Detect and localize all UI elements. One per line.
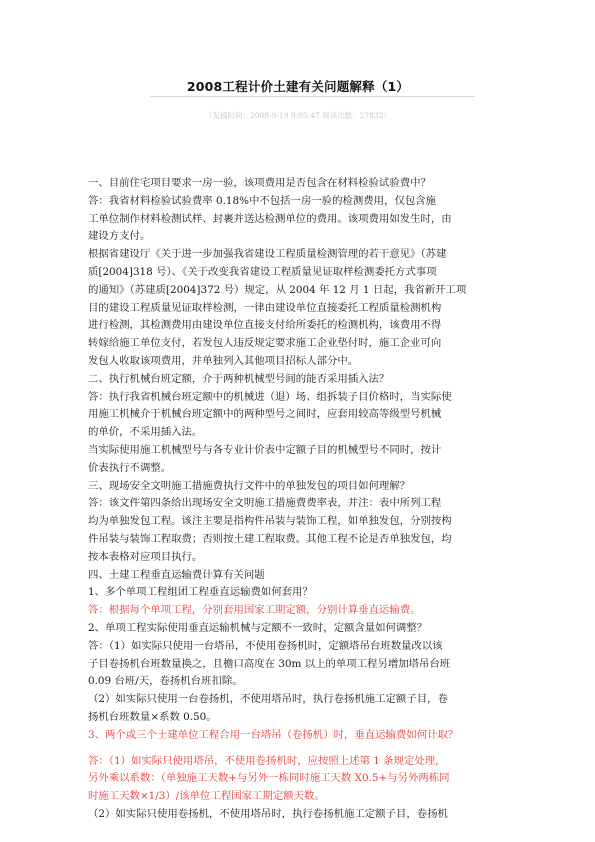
body-line: 进行检测，其检测费用由建设单位直接支付给所委托的检测机构，该费用不得 [88,319,442,332]
body-line: 答：（1）如实际只使用塔吊，不使用卷扬机时，应按照上述第 1 条规定处理， [88,754,446,767]
body-line: 答：根据每个单项工程，分别套用国家工期定额，分别计算垂直运输费。 [88,604,421,617]
body-line: 2、单项工程实际使用垂直运输机械与定额不一致时，定额含量如何调整？ [88,621,428,634]
body-line: 3、两个或三个土建单位工程合用一台塔吊（卷扬机）时，垂直运输费如何计取？ [88,728,459,741]
body-line: 四、土建工程垂直运输费计算有关问题 [88,568,265,581]
body-line: 答：我省材料检验试验费率 0.18%中不包括一房一验的检测费用，仅包含施 [88,194,437,207]
body-line: 质[2004]318 号）、《关于改变我省建设工程质量见证取样检测委托方式事项 [88,265,437,278]
body-line: 用施工机械介于机械台班定额中的两种型号之间时，应套用较高等级型号机械 [88,408,442,421]
body-line: 扬机台班数量×系数 0.50。 [88,710,217,723]
body-line: 均为单独发包工程。该注主要是指构件吊装与装饰工程，如单独发包，分别按构 [88,515,452,528]
body-line: 的单价，不采用插入法。 [88,426,203,439]
body-line: 当实际使用施工机械型号与各专业计价表中定额子目的机械型号不同时，按计 [88,443,442,456]
body-line: 三、现场安全文明施工措施费执行文件中的单独发包的项目如何理解？ [88,479,411,492]
document-title: 2008工程计价土建有关问题解释（1） [186,79,410,94]
body-line: 0.09 台班/天，卷扬机台班扣除。 [88,675,243,688]
body-line: 转嫁给施工单位支付，若发包人违反规定要求施工企业垫付时，施工企业可向 [88,337,442,350]
body-line: 价表执行不调整。 [88,461,172,474]
body-line: 按本表格对应项目执行。 [88,550,203,563]
body-line: 工单位制作材料检测试样、封裹并送达检测单位的费用。该项费用如发生时，由 [88,212,452,225]
body-line: 二、执行机械台班定额，介于两种机械型号间的能否采用插入法？ [88,372,390,385]
body-line: 子目卷扬机台班数量换之，且檐口高度在 30m 以上的单项工程另增加塔吊台班 [88,657,451,670]
document-body [88,175,512,824]
body-line: （2）如实际只使用卷扬机，不使用塔吊时，执行卷扬机施工定额子目，卷扬机 [88,807,448,820]
body-line: 一、目前住宅项目要求一房一验，该项费用是否包含在材料检验试验费中？ [88,177,431,189]
body-line: （2）如实际只使用一台卷扬机，不使用塔吊时，执行卷扬机施工定额子目，卷 [88,693,448,706]
body-line: 目的建设工程质量见证取样检测，一律由建设单位直接委托工程质量检测机构 [88,301,442,314]
body-line: 发包人收取该项费用，并单独列入其他项目招标人部分中。 [88,354,359,367]
body-line: 答：（1）如实际只使用一台塔吊，不使用卷扬机时，定额塔吊台班数量改以该 [88,639,443,652]
body-line: 的通知》（苏建质[2004]372 号）规定，从 2004 年 12 月 1 日起，我省新开工项 [88,283,467,296]
body-line: 建设方支付。 [88,230,151,243]
body-line: 时施工天数×1/3）/该单位工程国家工期定额天数。 [88,790,325,803]
body-line: 1、多个单项工程组团工程垂直运输费如何套用？ [88,586,313,599]
body-line: 答：该文件第四条给出现场安全文明施工措施费费率表，并注：表中所列工程 [88,497,442,510]
body-line: 另外乘以系数：（单独施工天数+与另外一栋同时施工天数 X0.5+与另外两栋同 [88,772,450,785]
publish-meta: （发稿时间：2008-9-19 9:05:47 阅读次数：27832） [204,111,391,120]
body-line: 根据省建设厅《关于进一步加强我省建设工程质量检测管理的若干意见》（苏建 [88,248,447,261]
body-line: 答：执行我省机械台班定额中的机械进（退）场、组拆装子目价格时，当实际使 [88,390,452,403]
body-line: 件吊装与装饰工程取费；否则按土建工程取费。其他工程不论是否单独发包，均 [88,532,452,545]
title-divider [150,96,475,97]
